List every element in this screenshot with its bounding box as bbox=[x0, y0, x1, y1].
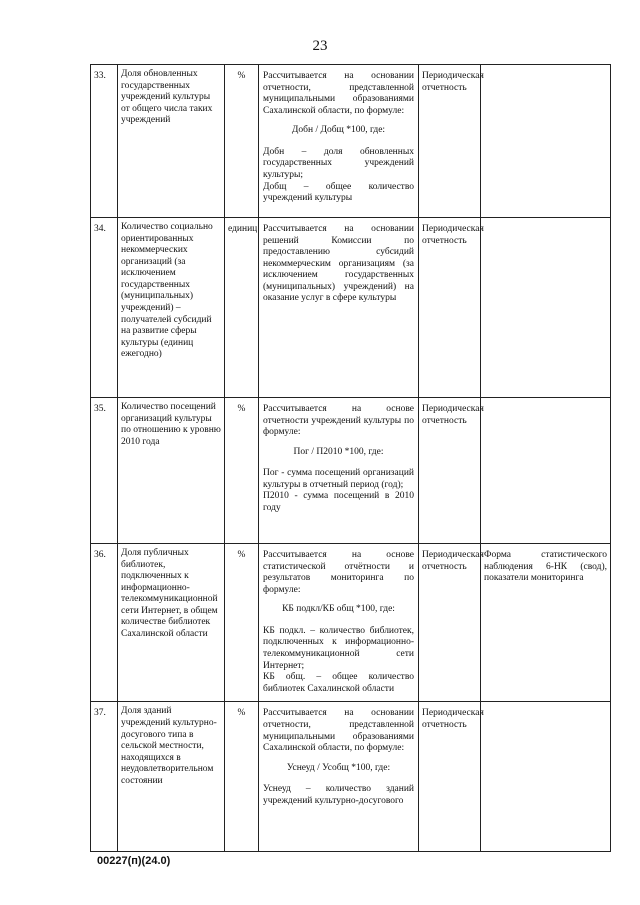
data-source bbox=[481, 702, 611, 852]
formula-definition: Добщ – общее количество учреждений культуры bbox=[263, 181, 414, 204]
row-number: 35. bbox=[91, 398, 118, 544]
reporting-frequency: Периодическая отчетность bbox=[419, 218, 481, 398]
formula-definition: КБ общ. – общее количество библиотек Сахалинской области bbox=[263, 672, 414, 694]
data-source bbox=[481, 65, 611, 218]
formula: Добн / Добщ *100, где: bbox=[291, 125, 386, 136]
row-number: 34. bbox=[91, 218, 118, 398]
method-text: Рассчитывается на основании отчетности, представленной муниципальными образованиями Сахалинской области, по формуле: bbox=[263, 708, 414, 754]
document-code: 00227(п)(24.0) bbox=[97, 855, 171, 867]
table-row bbox=[91, 702, 611, 852]
unit-of-measure: % bbox=[225, 398, 259, 544]
formula: Уснеуд / Усобщ *100, где: bbox=[286, 762, 391, 773]
reporting-frequency: Периодическая отчетность bbox=[419, 65, 481, 218]
indicator-name: Доля обновленных государственных учреждений культуры от общего числа таких учреждений bbox=[118, 65, 225, 218]
formula-definition: Пог - сумма посещений организаций культуры в отчетный период (год); bbox=[263, 468, 414, 490]
row-number: 36. bbox=[91, 544, 118, 702]
formula-definition: П2010 - сумма посещений в 2010 году bbox=[263, 491, 414, 514]
calculation-method bbox=[259, 218, 419, 398]
table-row bbox=[91, 398, 611, 544]
indicator-name: Количество посещений организаций культуры по отношению к уровню 2010 года bbox=[118, 398, 225, 544]
unit-of-measure: % bbox=[225, 544, 259, 702]
table-row bbox=[91, 218, 611, 398]
indicator-name: Доля публичных библиотек, подключенных к информационно-телекоммуникационной сети Интернет, в общем количестве библиотек Сахалинской области bbox=[118, 544, 225, 702]
method-text: Рассчитывается на основе отчетности учреждений культуры по формуле: bbox=[263, 404, 414, 438]
method-text: Рассчитывается на основании отчетности, представленной муниципальными образованиями Сахалинской области, по формуле: bbox=[263, 71, 414, 116]
row-number: 33. bbox=[91, 65, 118, 218]
reporting-frequency: Периодическая отчетность bbox=[419, 544, 481, 702]
table-row bbox=[91, 65, 611, 218]
indicators-table bbox=[90, 64, 611, 852]
unit-of-measure: % bbox=[225, 65, 259, 218]
calculation-method bbox=[259, 65, 419, 218]
calculation-method bbox=[259, 702, 419, 852]
formula: КБ подкл/КБ общ *100, где: bbox=[282, 604, 395, 615]
page-number: 23 bbox=[312, 38, 328, 54]
formula-definition: Добн – доля обновленных государственных учреждений культуры; bbox=[263, 146, 414, 181]
formula-definition: КБ подкл. – количество библиотек, подключенных к информационно-телекоммуникационной сети Интернет; bbox=[263, 625, 414, 671]
method-text: Рассчитывается на основании решений Комиссии по предоставлению субсидий некоммерческим организациям (за исключением государственных (муниципальных) учреждений) на оказание услуг в сфере культуры bbox=[263, 224, 414, 304]
formula-definition: Уснеуд – количество зданий учреждений культурно-досугового bbox=[263, 784, 414, 806]
calculation-method bbox=[259, 544, 419, 702]
unit-of-measure: единиц bbox=[225, 218, 259, 398]
data-source: Форма статистического наблюдения 6-НК (свод), показатели мониторинга bbox=[481, 544, 611, 702]
calculation-method bbox=[259, 398, 419, 544]
indicator-name: Доля зданий учреждений культурно-досугового типа в сельской местности, находящихся в неудовлетворительном состоянии bbox=[118, 702, 225, 852]
data-source bbox=[481, 218, 611, 398]
reporting-frequency: Периодическая отчетность bbox=[419, 702, 481, 852]
unit-of-measure: % bbox=[225, 702, 259, 852]
row-number: 37. bbox=[91, 702, 118, 852]
method-text: Рассчитывается на основе статистической отчётности и результатов мониторинга по формуле: bbox=[263, 550, 414, 595]
data-source bbox=[481, 398, 611, 544]
reporting-frequency: Периодическая отчетность bbox=[419, 398, 481, 544]
indicator-name: Количество социально ориентированных некоммерческих организаций (за исключением государственных (муниципальных) учреждений) – получателей субсидий на развитие сферы культуры (единиц ежегодно) bbox=[118, 218, 225, 398]
formula: Пог / П2010 *100, где: bbox=[293, 446, 384, 457]
table-row bbox=[91, 544, 611, 702]
